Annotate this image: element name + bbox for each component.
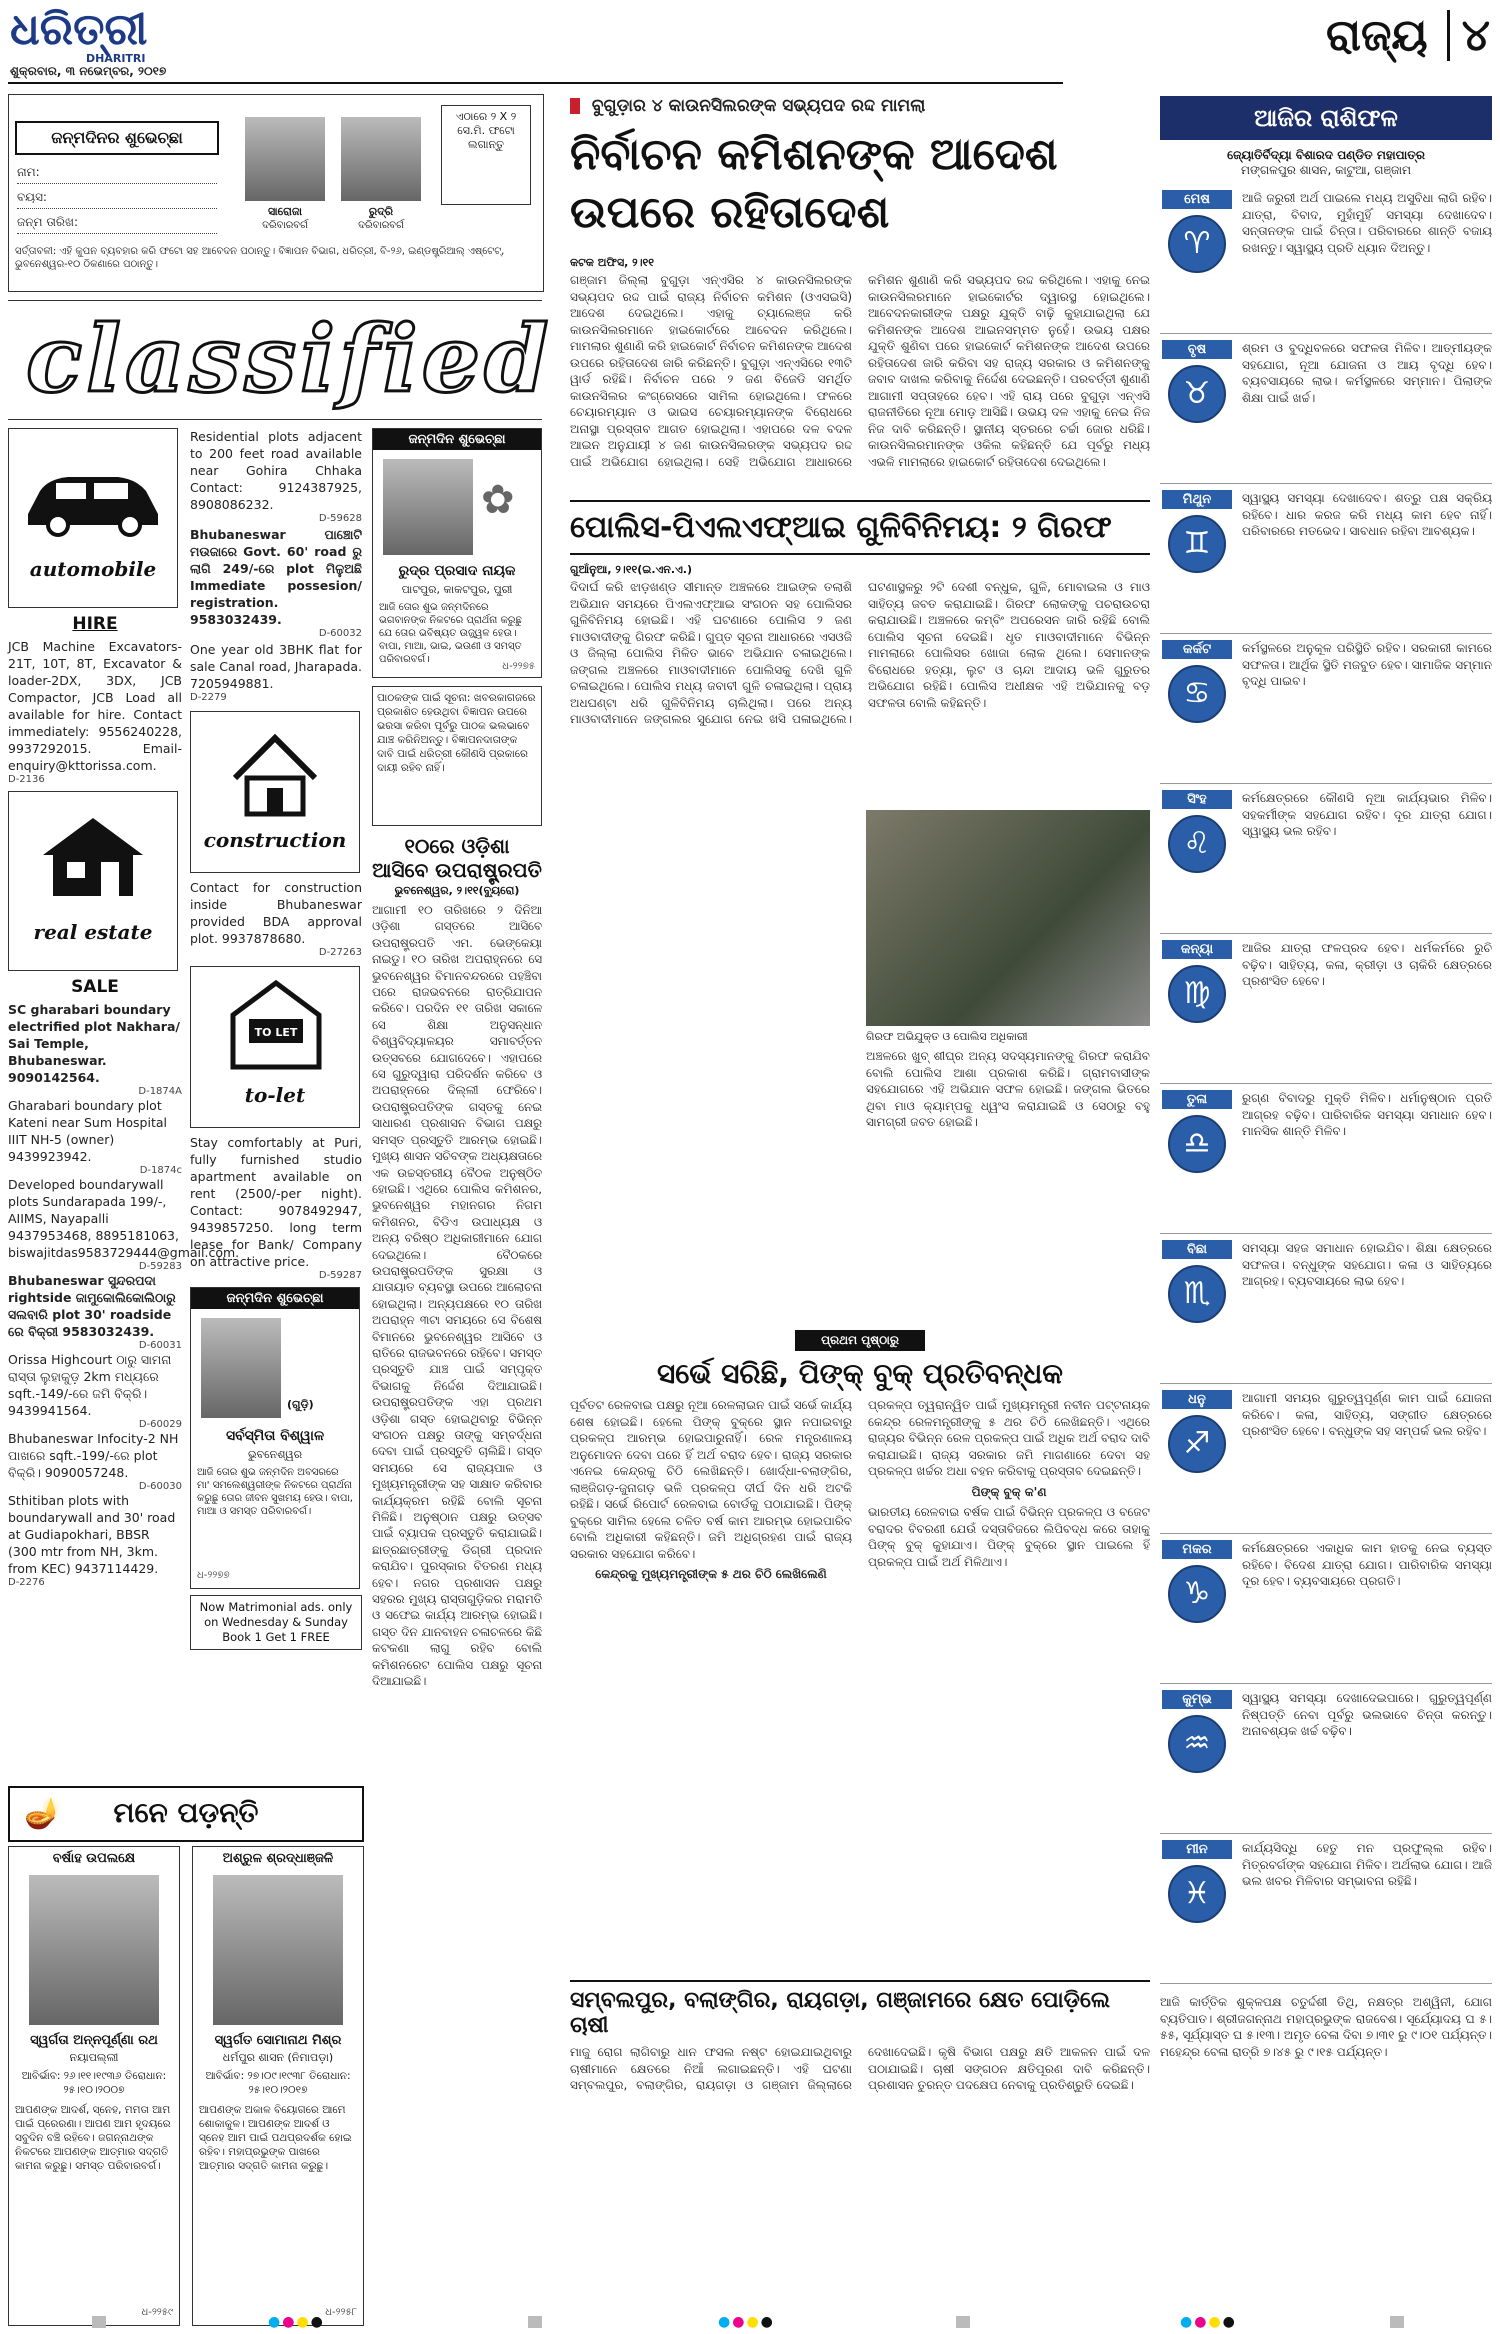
police-article xyxy=(570,500,1150,1320)
zodiac-symbol-icon: ♐ xyxy=(1168,1415,1226,1473)
memorial-title-bar xyxy=(8,1786,364,1842)
coupon-field-name: ନାମ: xyxy=(17,165,217,184)
issue-date: ଶୁକ୍ରବାର, ୩ ନଭେମ୍ବର, ୨୦୧୭ xyxy=(10,64,167,78)
sale-ad-7: Sthitiban plots with boundarywall and 30' road at Gudiapokhari, BBSR (300 mtr from NH, 3km. from KEC) 9437114429. D-2276 xyxy=(8,1493,176,1588)
birthday-ad-2-code: ଧ-୨୨୭୭ xyxy=(197,1570,230,1581)
hire-title: HIRE xyxy=(72,614,118,634)
coupon-photo-1-name: ସାରୋଜା xyxy=(267,205,303,218)
zodiac-name: ମିଥୁନ xyxy=(1162,490,1232,509)
masthead xyxy=(0,0,1500,80)
coupon-photo-2-sub: ଦରିବାରବର୍ଗ xyxy=(358,220,404,231)
police-photo-caption: ଗିରଫ ଅଭିଯୁକ୍ତ ଓ ପୋଲିସ ଅଧିକାରୀ xyxy=(866,1030,1028,1043)
zodiac-name: ଧନୁ xyxy=(1162,1390,1232,1409)
construction-ad-code: D-27263 xyxy=(318,947,362,958)
logo-subtitle: DHARITRI xyxy=(86,52,146,65)
birthday-ad-2 xyxy=(190,1287,360,1589)
zodiac-symbol-icon: ♍ xyxy=(1168,965,1226,1023)
vp-dateline: ଭୁବନେଶ୍ୱର, ୨।୧୧(ବ୍ୟୁରୋ) xyxy=(394,884,520,897)
zodiac-forecast: ରୁଗ୍ଣ ବିବାଦରୁ ମୁକ୍ତି ମିଳିବ। ଧର୍ମାନୁଷ୍ଠାନ ପ୍ରତି ଆଗ୍ରହ ବଢ଼ିବ। ପାରିବାରିକ ସମସ୍ୟା ସମାଧାନ ହେବ। ମାନସିକ ଶାନ୍ତି ମିଳିବ। xyxy=(1242,1091,1492,1138)
birthday-ad-1-place: ପାଟପୁର, କାକଟପୁର, ପୁରୀ xyxy=(401,583,513,596)
car-icon xyxy=(18,459,168,539)
main-kicker: ବୁଗୁଡ଼ାର ୪ କାଉନସିଲରଙ୍କ ସଭ୍ୟପଦ ରଦ୍ଦ ମାମଲା xyxy=(570,96,1150,116)
memorial-right-dates: ଆବିର୍ଭାବ: ୨୭।୦୯।୧୯୩୮ ତିରୋଧାନ: ୨୫।୧୦।୨୦୧୭ xyxy=(205,2070,351,2096)
main-dateline: କଟକ ଅଫିସ, ୨।୧୧ xyxy=(570,256,655,269)
farmers-headline: ସମ୍ବଲପୁର, ବଲାଙ୍ଗିର, ରାୟଗଡ଼ା, ଗଞ୍ଜାମରେ କ୍ଷେତ ପୋଡ଼ିଲେ ଚାଷୀ xyxy=(570,1980,1150,2038)
zodiac-row xyxy=(1160,1234,1492,1384)
birthday-ad-1-photo xyxy=(383,459,473,555)
zodiac-forecast: ଆଗାମୀ ସମୟର ଗୁରୁତ୍ୱପୂର୍ଣ୍ଣ କାମ ପାଇଁ ଯୋଜନା କରିବେ। କଳା, ସାହିତ୍ୟ, ସଙ୍ଗୀତ କ୍ଷେତ୍ରରେ ପ୍ରଶଂସିତ ହେବେ। ବନ୍ଧୁଙ୍କ ସହ ସମ୍ପର୍କ ଭଲ ରହିବ। xyxy=(1242,1391,1492,1438)
memorial-left xyxy=(8,1846,180,2326)
to-let-sign-icon xyxy=(221,975,331,1071)
zodiac-symbol-icon: ♏ xyxy=(1168,1265,1226,1323)
zodiac-badge xyxy=(1160,1690,1234,1827)
memorial-right-photo xyxy=(213,1875,343,2025)
memorial-left-text: ଆପଣଙ୍କ ଆଦର୍ଶ, ସ୍ନେହ, ମମତା ଆମ ପାଇଁ ପ୍ରେରଣା। ଆପଣ ଆମ ହୃଦୟରେ ସବୁଦିନ ବଞ୍ଚି ରହିବେ। ଜଗନ୍ନାଥଙ୍କ ନିକଟରେ ଆପଣଙ୍କ ଆତ୍ମାର ସଦ୍ଗତି କାମନା କରୁଛୁ। ସମସ୍ତ ପରିବାରବର୍ଗ। xyxy=(15,2104,171,2172)
zodiac-badge xyxy=(1160,190,1234,327)
sale-ad-3: Developed boundarywall plots Sundarapada 199/-, AIIMS, Nayapalli 9437953468, 8895181063, biswajitdas9583729444@gmail.com. D-59283 xyxy=(8,1177,240,1272)
zodiac-name: କୁମ୍ଭ xyxy=(1162,1690,1232,1709)
zodiac-symbol-icon: ♓ xyxy=(1168,1865,1226,1923)
birthday-ad-2-title: ଜନ୍ମଦିନ ଶୁଭେଚ୍ଛା xyxy=(191,1288,359,1309)
vp-headline-2: ଆସିବେ ଉପରାଷ୍ଟ୍ରପତି xyxy=(372,858,542,882)
zodiac-name: କର୍କଟ xyxy=(1162,640,1232,659)
to-let-label: to-let xyxy=(244,1083,306,1107)
zodiac-name: ମୀନ xyxy=(1162,1840,1232,1859)
automobile-label: automobile xyxy=(29,557,157,581)
classified-heading xyxy=(8,300,553,420)
sale-title: SALE xyxy=(71,977,119,997)
main-article-body: ଗଞ୍ଜାମ ଜିଲ୍ଲା ବୁଗୁଡ଼ା ଏନ୍ଏସିର ୪ କାଉନସିଲରଙ୍କ ସଭ୍ୟପଦ ରଦ୍ଦ ପାଇଁ ରାଜ୍ୟ ନିର୍ବାଚନ କମିଶନ (ଓଏସଇସି) ଆଦେଶ ଦେଇଥିଲେ। ଏହାକୁ ଚ୍ୟାଲେଞ୍ଜ କରି କାଉନସିଲରମାନେ ହାଇକୋର୍ଟରେ ଆବେଦନ କରିଥିଲେ। ମାମଲାର ଶୁଣାଣି କରି ହାଇକୋର୍ଟ ନିର୍ବାଚନ କମିଶନଙ୍କ ଆଦେଶ ଉପରେ ରହିତାଦେଶ ଜାରି କରିଛନ୍ତି। ବୁଗୁଡ଼ା ଏନ୍ଏସିରେ ୧୩ଟି ୱାର୍ଡ ରହିଛି। ନିର୍ବାଚନ ପରେ ୨ ଜଣ ବିଜେଡି ସମର୍ଥିତ କାଉନସିଲର କଂଗ୍ରେସରେ ସାମିଲ ହୋଇଥିଲେ। ଫଳରେ ଚେୟାରମ୍ୟାନ ଓ ଭାଇସ ଚେୟାରମ୍ୟାନଙ୍କ ବିରୋଧରେ ଅନାସ୍ଥା ପ୍ରସ୍ତାବ ଆଗତ ହୋଇଥିଲା। ଏହାପରେ ଦଳ ବଦଳ ଆଇନ ଅନୁଯାୟୀ ୪ ଜଣ କାଉନସିଲରଙ୍କ ସଭ୍ୟପଦ ରଦ୍ଦ ପାଇଁ ଅଭିଯୋଗ ହୋଇଥିଲା। ସେହି ଅଭିଯୋଗ ଆଧାରରେ କମିଶନ ଶୁଣାଣି କରି ସଭ୍ୟପଦ ରଦ୍ଦ କରିଥିଲେ। ଏହାକୁ ନେଇ କାଉନସିଲରମାନେ ହାଇକୋର୍ଟର ଦ୍ୱାରସ୍ଥ ହୋଇଥିଲେ। ଆବେଦନକାରୀଙ୍କ ପକ୍ଷରୁ ଯୁକ୍ତି ବାଢ଼ି କୁହାଯାଇଥିଲା ଯେ କମିଶନଙ୍କ ଆଦେଶ ଆଇନସମ୍ମତ ନୁହେଁ। ଉଭୟ ପକ୍ଷର ଯୁକ୍ତି ଶୁଣିବା ପରେ ହାଇକୋର୍ଟ କମିଶନଙ୍କ ଆଦେଶ ଉପରେ ରହିତାଦେଶ ଜାରି କରିବା ସହ ରାଜ୍ୟ ସରକାର ଓ କମିଶନଙ୍କୁ ଜବାବ ଦାଖଲ କରିବାକୁ ନିର୍ଦ୍ଦେଶ ଦେଇଛନ୍ତି। ପରବର୍ତ୍ତୀ ଶୁଣାଣି ଆଗାମୀ ସପ୍ତାହରେ ହେବ। ଏହି ରାୟ ପରେ ବୁଗୁଡ଼ା ଏନ୍ଏସି ରାଜନୀତିରେ ନୂଆ ମୋଡ଼ ଆସିଛି। ଉଭୟ ଦଳ ଏହାକୁ ନେଇ ନିଜ ନିଜ ଦାବି କରିଛନ୍ତି। ସ୍ଥାନୀୟ ସ୍ତରରେ ଚର୍ଚ୍ଚା ଜୋର ଧରିଛି। କାଉନସିଲରମାନଙ୍କ ଓକିଲ କହିଛନ୍ତି ଯେ ପୂର୍ବରୁ ମଧ୍ୟ ଏଭଳି ମାମଲାରେ ହାଇକୋର୍ଟ ରହିତାଦେଶ ଦେଇଥିଲେ। xyxy=(570,273,1150,469)
zodiac-row xyxy=(1160,1084,1492,1234)
page-number: ୪ xyxy=(1447,10,1490,61)
section-tag: ପ୍ରଥମ ପୃଷ୍ଠାରୁ xyxy=(795,1330,925,1351)
memorial-right-header: ଅଶ୍ରୁଳ ଶ୍ରଦ୍ଧାଞ୍ଜଳି xyxy=(222,1851,334,1866)
memorial-left-code: ଧ-୨୨୫୯ xyxy=(141,2307,173,2318)
logo-text: ଧରିତ୍ରୀ xyxy=(10,4,148,55)
memorial-right-place: ଧର୍ମପୁର ଶାସନ (ନିମାପଡ଼ା) xyxy=(222,2051,334,2064)
police-headline: ପୋଲିସ-ପିଏଲଏଫ୍ଆଇ ଗୁଳିବିନିମୟ: ୨ ଗିରଫ xyxy=(570,500,1150,555)
color-dots-3: ●●●● xyxy=(1180,2314,1237,2330)
color-dots-1: ●●●● xyxy=(268,2314,325,2330)
automobile-icon-box xyxy=(8,428,178,608)
memorial-right-text: ଆପଣଙ୍କ ଅକାଳ ବିୟୋଗରେ ଆମେ ଶୋକାକୁଳ। ଆପଣଙ୍କ ଆଦର୍ଶ ଓ ସ୍ନେହ ଆମ ପାଇଁ ପଥପ୍ରଦର୍ଶକ ହୋଇ ରହିବ। ମହାପ୍ରଭୁଙ୍କ ପାଖରେ ଆତ୍ମାର ସଦ୍ଗତି କାମନା କରୁଛୁ। xyxy=(199,2104,352,2172)
lamp-icon-left: 🪔 xyxy=(24,1796,62,1831)
zodiac-forecast: ଆଜି ଜରୁରୀ ଅର୍ଥ ପାଇଲେ ମଧ୍ୟ ଅସୁବିଧା ଲାଗି ରହିବ। ଯାତ୍ରା, ବିବାଦ, ମୁହାଁମୁହିଁ ସମସ୍ୟା ଦେଖାଦେବ। ସନ୍ତାନଙ୍କ ପାଇଁ ଚିନ୍ତା। ପରିବାରରେ ଶାନ୍ତି ବଜାୟ ରଖନ୍ତୁ। ସ୍ୱାସ୍ଥ୍ୟ ପ୍ରତି ଧ୍ୟାନ ଦିଅନ୍ତୁ। xyxy=(1242,191,1492,255)
zodiac-row xyxy=(1160,1534,1492,1684)
to-let-ad: Stay comfortably at Puri, fully furnished studio apartment available on rent (2500/-per night). Contact: 9078492947, 9439857250. long term lease for Bank/ Company on attractive price. xyxy=(190,1135,362,1269)
sale-ad-1: SC gharabari boundary electrified plot Nakhara/ Sai Temple, Bhubaneswar. 9090142564. D-1874A xyxy=(8,1002,182,1097)
zodiac-forecast: କାର୍ଯ୍ୟସିଦ୍ଧି ହେତୁ ମନ ପ୍ରଫୁଲ୍ଲ ରହିବ। ମିତ୍ରବର୍ଗଙ୍କ ସହଯୋଗ ମିଳିବ। ଅର୍ଥଲାଭ ଯୋଗ। ଆଜି ଭଲ ଖବର ମିଳିବାର ସମ୍ଭାବନା ରହିଛି। xyxy=(1242,1841,1492,1888)
zodiac-name: ମକର xyxy=(1162,1540,1232,1559)
kicker-marker xyxy=(570,98,580,114)
to-let-ad-code: D-59287 xyxy=(318,1270,362,1281)
sale-ad-5: Orissa Highcourt ଠାରୁ ସାମନା ରାସ୍ତା ଲୁହାକୁଡ଼ 2km ମଧ୍ୟରେ sqft.-149/-ରେ ଜମି ବିକ୍ରି। 9439941564. D-60029 xyxy=(8,1352,182,1430)
vp-headline-1: ୧୦ରେ ଓଡ଼ିଶା xyxy=(404,834,510,858)
section-label xyxy=(1280,10,1490,70)
zodiac-name: ବୃଷ xyxy=(1162,340,1232,359)
coupon-photo-1-sub: ଦରିବାରବର୍ଗ xyxy=(262,220,308,231)
real-estate-icon-box xyxy=(8,791,178,971)
memorial-left-header: ବର୍ଷାହ ଉପଲକ୍ଷେ xyxy=(52,1851,136,1866)
plot-ad-2: Bhubaneswar ପାଞ୍ଚୋଟି ମଉଜାରେ Govt. 60' road ରୁ ଲାଗି 249/-ରେ plot ମିଳୁଅଛି Immediate possesion/ registration. 9583032439. D-60032 xyxy=(190,527,362,639)
zodiac-row xyxy=(1160,934,1492,1084)
flower-icon: ✿ xyxy=(481,477,515,523)
construction-icon-box xyxy=(190,711,360,873)
zodiac-row xyxy=(1160,184,1492,334)
vp-article-body: ଆଗାମୀ ୧୦ ତାରିଖରେ ୨ ଦିନିଆ ଓଡ଼ିଶା ଗସ୍ତରେ ଆସିବେ ଉପରାଷ୍ଟ୍ରପତି ଏମ. ଭେଙ୍କେୟା ନାଇଡୁ। ୧୦ ତାରିଖ ଅପରାହ୍ନରେ ସେ ଭୁବନେଶ୍ୱର ବିମାନବନ୍ଦରରେ ପହଞ୍ଚିବା ପରେ ରାଜଭବନରେ ରାତ୍ରିଯାପନ କରିବେ। ପରଦିନ ୧୧ ତାରିଖ ସକାଳେ ସେ ଶିକ୍ଷା ଅନୁସନ୍ଧାନ ବିଶ୍ୱବିଦ୍ୟାଳୟର ସମାବର୍ତ୍ତନ ଉତ୍ସବରେ ଯୋଗଦେବେ। ଏହାପରେ ସେ ଗୁରୁଦ୍ୱାରା ପରିଦର୍ଶନ କରିବେ ଓ ଅପରାହ୍ନରେ ଦିଲ୍ଲୀ ଫେରିବେ। ଉପରାଷ୍ଟ୍ରପତିଙ୍କ ଗସ୍ତକୁ ନେଇ ସାଧାରଣ ପ୍ରଶାସନ ବିଭାଗ ପକ୍ଷରୁ ସମସ୍ତ ପ୍ରସ୍ତୁତି ଆରମ୍ଭ ହୋଇଛି। ମୁଖ୍ୟ ଶାସନ ସଚିବଙ୍କ ଅଧ୍ୟକ୍ଷତାରେ ଏକ ଉଚ୍ଚସ୍ତରୀୟ ବୈଠକ ଅନୁଷ୍ଠିତ ହୋଇଛି। ଏଥିରେ ପୋଲିସ କମିଶନର, ଭୁବନେଶ୍ୱର ମହାନଗର ନିଗମ କମିଶନର, ବିଡିଏ ଉପାଧ୍ୟକ୍ଷ ଓ ଅନ୍ୟ ବରିଷ୍ଠ ଅଧିକାରୀମାନେ ଯୋଗ ଦେଇଥିଲେ। ବୈଠକରେ ଉପରାଷ୍ଟ୍ରପତିଙ୍କ ସୁରକ୍ଷା ଓ ଯାତାୟାତ ବ୍ୟବସ୍ଥା ଉପରେ ଆଲୋଚନା ହୋଇଥିଲା। ଅନ୍ୟପକ୍ଷରେ ୧୦ ତାରିଖ ଅପରାହ୍ନ ୩ଟା ସମୟରେ ସେ ବିଶେଷ ବିମାନରେ ଭୁବନେଶ୍ୱର ଆସିବେ ଓ ରାତିରେ ରାଜଭବନରେ ରହିବେ। ସମସ୍ତ ପ୍ରସ୍ତୁତି ଯାଞ୍ଚ ପାଇଁ ସମ୍ପୃକ୍ତ ବିଭାଗକୁ ନିର୍ଦ୍ଦେଶ ଦିଆଯାଇଛି। ଉପରାଷ୍ଟ୍ରପତିଙ୍କ ଏହା ପ୍ରଥମ ଓଡ଼ିଶା ଗସ୍ତ ହୋଇଥିବାରୁ ବିଭିନ୍ନ ସଂଗଠନ ପକ୍ଷରୁ ତାଙ୍କୁ ସମ୍ବର୍ଦ୍ଧନା ଦେବା ପାଇଁ ପ୍ରସ୍ତୁତି ଚାଲିଛି। ଗସ୍ତ ସମୟରେ ସେ ରାଜ୍ୟପାଳ ଓ ମୁଖ୍ୟମନ୍ତ୍ରୀଙ୍କ ସହ ସାକ୍ଷାତ କରିବାର କାର୍ଯ୍ୟକ୍ରମ ରହିଛି ବୋଲି ସୂଚନା ମିଳିଛି। ଅନୁଷ୍ଠାନ ପକ୍ଷରୁ ଉତ୍ସବ ପାଇଁ ବ୍ୟାପକ ପ୍ରସ୍ତୁତି କରାଯାଇଛି। ଛାତ୍ରଛାତ୍ରୀଙ୍କୁ ଡିଗ୍ରୀ ପ୍ରଦାନ କରାଯିବ। ପୁରସ୍କାର ବିତରଣ ମଧ୍ୟ ହେବ। ନଗର ପ୍ରଶାସନ ପକ୍ଷରୁ ସହରର ମୁଖ୍ୟ ରାସ୍ତାଗୁଡ଼ିକର ମରାମତି ଓ ସଫେଇ କାର୍ଯ୍ୟ ଆରମ୍ଭ ହୋଇଛି। ଗସ୍ତ ଦିନ ଯାନବାହନ ଚଳାଚଳରେ କିଛି କଟକଣା ଲାଗୁ ରହିବ ବୋଲି କମିଶନରେଟ ପୋଲିସ ପକ୍ଷରୁ ସୂଚନା ଦିଆଯାଇଛି। xyxy=(372,903,542,1689)
zodiac-badge xyxy=(1160,1390,1234,1527)
section-title: ରାଜ୍ୟ xyxy=(1326,10,1428,61)
memorial-left-name: ସ୍ୱର୍ଗତା ଅନ୍ନପୂର୍ଣ୍ଣା ରଥ xyxy=(30,2033,158,2048)
zodiac-name: ତୁଳା xyxy=(1162,1090,1232,1109)
zodiac-list xyxy=(1160,184,1492,1984)
zodiac-row xyxy=(1160,334,1492,484)
zodiac-name: ସିଂହ xyxy=(1162,790,1232,809)
zodiac-forecast: ଶ୍ରମ ଓ ବୁଦ୍ଧିବଳରେ ସଫଳତା ମିଳିବ। ଆତ୍ମୀୟଙ୍କ ସହଯୋଗ, ନୂଆ ଯୋଜନା ଓ ଆୟ ବୃଦ୍ଧି ହେବ। ବ୍ୟବସାୟରେ ଲାଭ। କର୍ମସ୍ଥଳରେ ସମ୍ମାନ। ପିଲାଙ୍କ ଶିକ୍ଷା ପାଇଁ ଖର୍ଚ୍ଚ। xyxy=(1242,341,1492,405)
hire-ad-code: D-2136 xyxy=(8,774,45,785)
police-dateline: ଗୁଆଁନୁଆ, ୨।୧୧(ଇ.ଏନ.ଏ.) xyxy=(570,563,693,576)
zodiac-symbol-icon: ♑ xyxy=(1168,1565,1226,1623)
birthday-ad-1 xyxy=(372,428,542,678)
zodiac-row xyxy=(1160,1834,1492,1984)
birthday-ad-2-name: ସର୍ବସ୍ମିତା ବିଶ୍ୱାଳ xyxy=(225,1428,325,1444)
pink-article-body: ପୂର୍ବତଟ ରେଳବାଇ ପକ୍ଷରୁ ନୂଆ ରେଳଲାଇନ ପାଇଁ ସର୍ଭେ କାର୍ଯ୍ୟ ଶେଷ ହୋଇଛି। ହେଲେ ପିଙ୍କ୍ ବୁକ୍ରେ ସ୍ଥାନ ନପାଇବାରୁ ପ୍ରକଳ୍ପ ଆରମ୍ଭ ହୋଇପାରୁନାହିଁ। ରେଳ ମନ୍ତ୍ରଣାଳୟ ଅନୁମୋଦନ ଦେବା ପରେ ହିଁ ଅର୍ଥ ବରାଦ ହେବ। ରାଜ୍ୟ ସରକାର ଏନେଇ କେନ୍ଦ୍ରକୁ ଚିଠି ଲେଖିଛନ୍ତି। ଖୋର୍ଦ୍ଧା-ବଲାଙ୍ଗିର, ଲାଞ୍ଜିଗଡ଼-ଜୁନାଗଡ଼ ଭଳି ପ୍ରକଳ୍ପ ଦୀର୍ଘ ଦିନ ଧରି ଅଟକି ରହିଛି। ସର୍ଭେ ରିପୋର୍ଟ ରେଳବାଇ ବୋର୍ଡକୁ ପଠାଯାଇଛି। ପିଙ୍କ୍ ବୁକ୍ରେ ସାମିଲ ହେଲେ ଚଳିତ ବର୍ଷ କାମ ଆରମ୍ଭ ହୋଇପାରିବ ବୋଲି ଅଧିକାରୀ କହିଛନ୍ତି। ଜମି ଅଧିଗ୍ରହଣ ପାଇଁ ରାଜ୍ୟ ସରକାର ସହଯୋଗ କରିବେ। କେନ୍ଦ୍ରକୁ ମୁଖ୍ୟମନ୍ତ୍ରୀଙ୍କ ୫ ଥର ଚିଠି ଲେଖିଲେଣି ପ୍ରକଳ୍ପ ତ୍ୱରାନ୍ୱିତ ପାଇଁ ମୁଖ୍ୟମନ୍ତ୍ରୀ ନବୀନ ପଟ୍ଟନାୟକ କେନ୍ଦ୍ର ରେଳମନ୍ତ୍ରୀଙ୍କୁ ୫ ଥର ଚିଠି ଲେଖିଛନ୍ତି। ଏଥିରେ ରାଜ୍ୟର ବିଭିନ୍ନ ରେଳ ପ୍ରକଳ୍ପ ପାଇଁ ଅଧିକ ଅର୍ଥ ବରାଦ ଦାବି କରାଯାଇଛି। ରାଜ୍ୟ ସରକାର ଜମି ମାଗଣାରେ ଦେବା ସହ ପ୍ରକଳ୍ପ ଖର୍ଚ୍ଚର ଅଧା ବହନ କରିବାକୁ ପ୍ରସ୍ତାବ ଦେଇଛନ୍ତି। ପିଙ୍କ୍ ବୁକ୍ କ'ଣ ଭାରତୀୟ ରେଳବାଇ ବର୍ଷକ ପାଇଁ ବିଭିନ୍ନ ପ୍ରକଳ୍ପ ଓ ବଜେଟ ବରାଦର ବିବରଣୀ ଯେଉଁ ଦସ୍ତାବିଜରେ ଲିପିବଦ୍ଧ କରେ ତାହାକୁ ପିଙ୍କ୍ ବୁକ୍ କୁହାଯାଏ। ପିଙ୍କ୍ ବୁକ୍ରେ ସ୍ଥାନ ପାଇଲେ ହିଁ ପ୍ରକଳ୍ପ ପାଇଁ ଅର୍ଥ ମିଳିଥାଏ। xyxy=(570,1398,1150,1581)
birthday-ad-1-code: ଧ-୨୨୭୫ xyxy=(502,661,535,672)
zodiac-forecast: ସ୍ୱାସ୍ଥ୍ୟ ସମସ୍ୟା ଦେଖାଦେବ। ଶତ୍ରୁ ପକ୍ଷ ସକ୍ରିୟ ରହିବେ। ଧାର କରଜ କରି ମଧ୍ୟ କାମ ହେବ ନାହିଁ। ପରିବାରରେ ମତଭେଦ। ସାବଧାନ ରହିବା ଆବଶ୍ୟକ। xyxy=(1242,491,1492,538)
coupon-photo-2 xyxy=(341,117,421,201)
birthday-coupon xyxy=(8,94,544,292)
zodiac-forecast: ଆଜିର ଯାତ୍ରା ଫଳପ୍ରଦ ହେବ। ଧର୍ମକର୍ମରେ ରୁଚି ବଢ଼ିବ। ସାହିତ୍ୟ, କଳା, କ୍ରୀଡ଼ା ଓ ଚାକିରି କ୍ଷେତ୍ରରେ ପ୍ରଶଂସିତ ହେବେ। xyxy=(1242,941,1492,988)
memorial-right xyxy=(192,1846,364,2326)
zodiac-symbol-icon: ♈ xyxy=(1168,215,1226,273)
zodiac-badge xyxy=(1160,340,1234,477)
zodiac-badge xyxy=(1160,1240,1234,1377)
sale-ad-6: Bhubaneswar Infocity-2 NH ପାଖରେ sqft.-199/-ରେ plot ବିକ୍ରି। 9090057248. D-60030 xyxy=(8,1431,182,1492)
reader-notice: ପାଠକଙ୍କ ପାଇଁ ସୂଚନା: ଖବରକାଗଜରେ ପ୍ରକାଶିତ ହେଉଥିବା ବିଜ୍ଞାପନ ଉପରେ ଭରସା କରିବା ପୂର୍ବରୁ ପାଠକ ଭଲଭାବେ ଯାଞ୍ଚ କରିନିଅନ୍ତୁ। ବିଜ୍ଞାପନଦାତାଙ୍କ ଦାବି ପାଇଁ ଧରିତ୍ରୀ କୌଣସି ପ୍ରକାରେ ଦାୟୀ ରହିବ ନାହିଁ। xyxy=(372,686,542,826)
construction-label: construction xyxy=(203,828,347,852)
coupon-title: ଜନ୍ମଦିନର ଶୁଭେଚ୍ଛା xyxy=(15,121,219,155)
memorial-right-name: ସ୍ୱର୍ଗତ ସୋମାନାଥ ମିଶ୍ର xyxy=(214,2033,342,2048)
memorial-left-photo xyxy=(29,1875,159,2025)
farmers-article-body: ମାଜୁ ରୋଗ ଲାଗିବାରୁ ଧାନ ଫସଲ ନଷ୍ଟ ହୋଇଯାଇଥିବାରୁ ଚାଷୀମାନେ କ୍ଷେତରେ ନିଆଁ ଲଗାଇଛନ୍ତି। ଏହି ଘଟଣା ସମ୍ବଲପୁର, ବଲାଙ୍ଗିର, ରାୟଗଡ଼ା ଓ ଗଞ୍ଜାମ ଜିଲ୍ଲାରେ ଦେଖାଦେଇଛି। କୃଷି ବିଭାଗ ପକ୍ଷରୁ କ୍ଷତି ଆକଳନ ପାଇଁ ଦଳ ପଠାଯାଇଛି। ଚାଷୀ ସଙ୍ଗଠନ କ୍ଷତିପୂରଣ ଦାବି କରିଛନ୍ତି। ପ୍ରଶାସନ ତୁରନ୍ତ ପଦକ୍ଷେପ ନେବାକୁ ପ୍ରତିଶ୍ରୁତି ଦେଇଛି। xyxy=(570,2045,1150,2092)
zodiac-forecast: କର୍ମସ୍ଥଳରେ ଅନୁକୂଳ ପରିସ୍ଥିତି ରହିବ। ସରକାରୀ କାମରେ ସଫଳତା। ଆର୍ଥିକ ସ୍ଥିତି ମଜବୁତ ହେବ। ସାମାଜିକ ସମ୍ମାନ ବୃଦ୍ଧି ପାଇବ। xyxy=(1242,641,1492,688)
rashiphala-title: ଆଜିର ରାଶିଫଳ xyxy=(1160,96,1492,140)
zodiac-symbol-icon: ♒ xyxy=(1168,1715,1226,1773)
zodiac-name: ମେଷ xyxy=(1162,190,1232,209)
zodiac-badge xyxy=(1160,1090,1234,1227)
birthday-ad-2-text: ଆଜି ତୋର ଶୁଭ ଜନ୍ମଦିନ ଅବସରରେ ମା' ସମଲେଶ୍ୱରୀଙ୍କ ନିକଟରେ ପ୍ରାର୍ଥନା କରୁଛୁ ତୋର ଜୀବନ ସୁଖମୟ ହେଉ। ବାପା, ମାଆ ଓ ସମସ୍ତ ପରିବାରବର୍ଗ। xyxy=(197,1467,353,1517)
zodiac-badge xyxy=(1160,940,1234,1077)
color-dots-2: ●●●● xyxy=(718,2314,775,2330)
zodiac-badge xyxy=(1160,790,1234,927)
zodiac-row xyxy=(1160,784,1492,934)
main-headline: ନିର୍ବାଚନ କମିଶନଙ୍କ ଆଦେଶ ଉପରେ ରହିତାଦେଶ xyxy=(570,129,1058,238)
zodiac-forecast: ସମସ୍ୟା ସହଜ ସମାଧାନ ହୋଇଯିବ। ଶିକ୍ଷା କ୍ଷେତ୍ରରେ ସଫଳତା। ବନ୍ଧୁଙ୍କ ସହଯୋଗ। କଳା ଓ ସାହିତ୍ୟରେ ଆଗ୍ରହ। ବ୍ୟବସାୟରେ ଲାଭ ହେବ। xyxy=(1242,1241,1492,1288)
zodiac-row xyxy=(1160,1684,1492,1834)
svg-text:TO LET: TO LET xyxy=(254,1026,298,1039)
sale-ad-2: Gharabari boundary plot Kateni near Sum Hospital IIIT NH-5 (owner) 9439923942. D-1874c xyxy=(8,1098,182,1176)
building-icon xyxy=(225,728,325,818)
zodiac-forecast: ସ୍ୱାସ୍ଥ୍ୟ ସମସ୍ୟା ଦେଖାଦେଇପାରେ। ଗୁରୁତ୍ୱପୂର୍ଣ୍ଣ ନିଷ୍ପତ୍ତି ନେବା ପୂର୍ବରୁ ଭଲଭାବେ ଚିନ୍ତା କରନ୍ତୁ। ଅନାବଶ୍ୟକ ଖର୍ଚ୍ଚ ବଢ଼ିବ। xyxy=(1242,1691,1492,1738)
coupon-field-dob: ଜନ୍ମ ତାରିଖ: xyxy=(17,215,217,234)
memorial-right-code: ଧ-୨୨୫୮ xyxy=(325,2307,357,2318)
classified-col-2 xyxy=(190,428,362,1728)
main-article xyxy=(570,96,1150,491)
memorial-section xyxy=(8,1786,364,2326)
coupon-field-age: ବୟସ: xyxy=(17,190,217,209)
zodiac-row xyxy=(1160,634,1492,784)
police-photo xyxy=(866,810,1150,1026)
zodiac-badge xyxy=(1160,1540,1234,1677)
classified-title: classified xyxy=(26,305,553,413)
coupon-photo-1 xyxy=(245,117,325,201)
plot-ad-3: One year old 3BHK flat for sale Canal road, Jharapada. 7205949881. D-2279 xyxy=(190,642,363,703)
coupon-terms: ସର୍ତ୍ତାବଳୀ: ଏହି କୁପନ ବ୍ୟବହାର କରି ଫଟୋ ସହ ଆବେଦନ ପଠାନ୍ତୁ। ବିଜ୍ଞାପନ ବିଭାଗ, ଧରିତ୍ରୀ, ବି-୨୬, ଇଣ୍ଡଷ୍ଟ୍ରିଆଲ୍ ଏଷ୍ଟେଟ୍, ଭୁବନେଶ୍ୱର-୧୦ ଠିକଣାରେ ପଠାନ୍ତୁ। xyxy=(15,246,505,270)
coupon-photo-slot: ଏଠାରେ ୨ X ୨ ସେ.ମି. ଫଟୋ ଲଗାନ୍ତୁ xyxy=(441,105,531,205)
zodiac-forecast: କର୍ମକ୍ଷେତ୍ରରେ କୌଣସି ନୂଆ କାର୍ଯ୍ୟଭାର ମିଳିବ। ସହକର୍ମୀଙ୍କ ସହଯୋଗ ରହିବ। ଦୂର ଯାତ୍ରା ଯୋଗ। ସ୍ୱାସ୍ଥ୍ୟ ଭଲ ରହିବ। xyxy=(1242,791,1492,838)
zodiac-name: ବିଛା xyxy=(1162,1240,1232,1259)
birthday-ad-2-place: ଭୁବନେଶ୍ୱର xyxy=(247,1448,303,1461)
house-icon xyxy=(33,810,153,900)
panjika-text: ଆଜି କାର୍ତ୍ତିକ ଶୁକ୍ଳପକ୍ଷ ଚତୁର୍ଦ୍ଦଶୀ ତିଥି, ନକ୍ଷତ୍ର ଅଶ୍ୱିନୀ, ଯୋଗ ବ୍ୟତିପାତ। ଶ୍ରୀଜଗନ୍ନାଥ ମହାପ୍ରଭୁଙ୍କ ରାଜବେଶ। ସୂର୍ଯ୍ୟୋଦୟ ଘ ୫।୫୫, ସୂର୍ଯ୍ୟାସ୍ତ ଘ ୫।୧୩। ଅମୃତ ବେଳା ଦିବା ୭।୩୧ ରୁ ୯।୦୧ ପର୍ଯ୍ୟନ୍ତ। ମହେନ୍ଦ୍ର ବେଳା ରାତ୍ରି ୭।୪୫ ରୁ ୯।୧୫ ପର୍ଯ୍ୟନ୍ତ। xyxy=(1160,1995,1492,2059)
memorial-left-place: ନୟାପଲ୍ଲୀ xyxy=(69,2051,119,2064)
zodiac-row xyxy=(1160,1384,1492,1534)
to-let-icon-box xyxy=(190,966,360,1128)
zodiac-symbol-icon: ♎ xyxy=(1168,1115,1226,1173)
zodiac-badge xyxy=(1160,490,1234,627)
pink-headline: ସର୍ଭେ ସରିଛି, ପିଙ୍କ୍ ବୁକ୍ ପ୍ରତିବନ୍ଧକ xyxy=(657,1357,1063,1390)
construction-ad: Contact for construction inside Bhubaneswar provided BDA approval plot. 9937878680. xyxy=(190,880,362,946)
print-marks xyxy=(0,2310,1500,2334)
zodiac-badge xyxy=(1160,640,1234,777)
hire-ad: JCB Machine Excavators-21T, 10T, 8T, Excavator & loader-2DX, 3DX, JCB Compactor, JCB Load all available for hire. Contact immediately: 9556240228, 9937292015. Email-enquiry@kttorissa.com. xyxy=(8,639,182,773)
classified-col-3 xyxy=(372,428,542,1728)
pink-subhead-2: ପିଙ୍କ୍ ବୁକ୍ କ'ଣ xyxy=(971,1484,1047,1499)
birthday-ad-1-title: ଜନ୍ମଦିନ ଶୁଭେଚ୍ଛା xyxy=(373,429,541,450)
plot-ad-1: Residential plots adjacent to 200 feet road available near Gohira Chhaka Contact: 9124387925, 8908086232. D-59628 xyxy=(190,429,362,524)
memorial-left-dates: ଆବିର୍ଭାବ: ୨୬।୧୧।୧୯୩୬ ତିରୋଧାନ: ୨୫।୧୦।୨୦୦୭ xyxy=(21,2070,167,2096)
coupon-photo-2-name: ରୁଦ୍ରି xyxy=(368,205,394,218)
matrimonial-note: Now Matrimonial ads. only on Wednesday & Sunday Book 1 Get 1 FREE xyxy=(190,1595,362,1650)
zodiac-symbol-icon: ♌ xyxy=(1168,815,1226,873)
pink-book-article xyxy=(570,1330,1150,1970)
zodiac-row xyxy=(1160,484,1492,634)
zodiac-symbol-icon: ♋ xyxy=(1168,665,1226,723)
zodiac-name: କନ୍ୟା xyxy=(1162,940,1232,959)
memorial-title: ମନେ ପଡ଼ନ୍ତି xyxy=(113,1796,259,1829)
zodiac-symbol-icon: ♊ xyxy=(1168,515,1226,573)
zodiac-forecast: କର୍ମକ୍ଷେତ୍ରରେ ଏକାଧିକ କାମ ହାତକୁ ନେଇ ବ୍ୟସ୍ତ ରହିବେ। ବିଦେଶ ଯାତ୍ରା ଯୋଗ। ପାରିବାରିକ ସମସ୍ୟା ଦୂର ହେବ। ବ୍ୟବସାୟରେ ପ୍ରଗତି। xyxy=(1242,1541,1492,1588)
birthday-ad-1-name: ରୁଦ୍ର ପ୍ରସାଦ ନାୟକ xyxy=(398,563,516,579)
birthday-ad-1-text: ଆଜି ତୋର ଶୁଭ ଜନ୍ମଦିନରେ ଭଗବାନଙ୍କ ନିକଟରେ ପ୍ରାର୍ଥନା କରୁଛୁ ଯେ ତୋର ଭବିଷ୍ୟତ ଉଜ୍ଜ୍ୱଳ ହେଉ। ବାପା, ମାଆ, ଭାଇ, ଭଉଣୀ ଓ ସମସ୍ତ ପରିବାରବର୍ଗ। xyxy=(379,602,522,665)
farmers-article xyxy=(570,1980,1150,2290)
pink-subhead: କେନ୍ଦ୍ରକୁ ମୁଖ୍ୟମନ୍ତ୍ରୀଙ୍କ ୫ ଥର ଚିଠି ଲେଖିଲେଣି xyxy=(595,1567,827,1581)
zodiac-badge xyxy=(1160,1840,1234,1977)
astrologer-address: ମଙ୍ଗଳପୁର ଶାସନ, କାଟୁଆ, ଗଞ୍ଜାମ xyxy=(1241,163,1411,177)
sale-ad-4: Bhubaneswar ସୁନ୍ଦରପଦା rightside ଜାମୁକୋଲିକୋଲିଠାରୁ ସଲବାରି plot 30' roadside ରେ ବିକ୍ରୀ 9583032439. D-60031 xyxy=(8,1273,182,1351)
newspaper-logo xyxy=(10,4,240,58)
astrologer-name: ଜ୍ୟୋତିର୍ବିଦ୍ୟା ବିଶାରଦ ପଣ୍ଡିତ ମହାପାତ୍ର xyxy=(1227,148,1425,162)
zodiac-symbol-icon: ♉ xyxy=(1168,365,1226,423)
real-estate-label: real estate xyxy=(33,920,153,944)
police-article-body-2: ଅଞ୍ଚଳରେ ଖୁବ୍ ଶୀଘ୍ର ଅନ୍ୟ ସଦସ୍ୟମାନଙ୍କୁ ଗିରଫ କରାଯିବ ବୋଲି ପୋଲିସ ଆଶା ପ୍ରକାଶ କରିଛି। ଗ୍ରାମବାସୀଙ୍କ ସହଯୋଗରେ ଏହି ଅଭିଯାନ ସଫଳ ହୋଇଛି। ଜଙ୍ଗଲ ଭିତରେ ଥିବା ମାଓ କ୍ୟାମ୍ପକୁ ଧ୍ୱଂସ କରାଯାଇଛି ଓ ସେଠାରୁ ବହୁ ସାମଗ୍ରୀ ଜବତ ହୋଇଛି। xyxy=(866,1049,1150,1129)
police-article-body: ଦିଦାର୍ଘ କରି ଝାଡ଼ଖଣ୍ଡ ସୀମାନ୍ତ ଅଞ୍ଚଳରେ ଆଇଙ୍କ ତଲାଶି ଅଭିଯାନ ସମୟରେ ପିଏଲଏଫ୍ଆଇ ସଂଗଠନ ସହ ପୋଲିସର ଗୁଳିବିନିମୟ ହୋଇଛି। ଏହି ଘଟଣାରେ ପୋଲିସ ୨ ଜଣ ମାଓବାଦୀଙ୍କୁ ଗିରଫ କରିଛି। ଗୁପ୍ତ ସୂଚନା ଆଧାରରେ ଏସଓଜି ଓ ଜିଲ୍ଲା ପୋଲିସ ମିଳିତ ଭାବେ ଅଭିଯାନ ଚଳାଇଥିଲେ। ଜଙ୍ଗଲ ଅଞ୍ଚଳରେ ମାଓବାଦୀମାନେ ପୋଲିସକୁ ଦେଖି ଗୁଳି ଚଳାଇଥିଲେ। ପୋଲିସ ମଧ୍ୟ ଜବାବୀ ଗୁଳି ଚଳାଇଥିଲା। ପ୍ରାୟ ଅଧଘଣ୍ଟା ଧରି ଗୁଳିବିନିମୟ ଚାଲିଥିଲା। ପରେ ଅନ୍ୟ ମାଓବାଦୀମାନେ ଜଙ୍ଗଲର ସୁଯୋଗ ନେଇ ଖସି ପଳାଇଥିଲେ। ଘଟଣାସ୍ଥଳରୁ ୨ଟି ଦେଶୀ ବନ୍ଧୁକ, ଗୁଳି, ମୋବାଇଲ ଓ ମାଓ ସାହିତ୍ୟ ଜବତ କରାଯାଇଛି। ଗିରଫ ଲୋକଙ୍କୁ ପଚରାଉଚରା କରାଯାଉଛି। ଅଞ୍ଚଳରେ କମ୍ବିଂ ଅପରେସନ ଜାରି ରହିଛି ବୋଲି ପୋଲିସ ସୂଚନା ଦେଇଛି। ଧୃତ ମାଓବାଦୀମାନେ ବିଭିନ୍ନ ମାମଲାରେ ପୋଲିସର ଖୋଜା ଲୋକ ଥିଲେ। ସେମାନଙ୍କ ବିରୋଧରେ ହତ୍ୟା, ଲୁଟ ଓ ଚାନ୍ଦା ଆଦାୟ ଭଳି ଗୁରୁତର ଅଭିଯୋଗ ରହିଛି। ପୋଲିସ ଅଧୀକ୍ଷକ ଏହି ଅଭିଯାନକୁ ବଡ଼ ସଫଳତା ବୋଲି କହିଛନ୍ତି। xyxy=(570,580,1150,726)
rashiphala-section xyxy=(1160,96,1492,2296)
birthday-ad-2-photo xyxy=(201,1318,281,1418)
birthday-ad-2-nick: (ଗୁଡ଼ି) xyxy=(287,1398,314,1411)
